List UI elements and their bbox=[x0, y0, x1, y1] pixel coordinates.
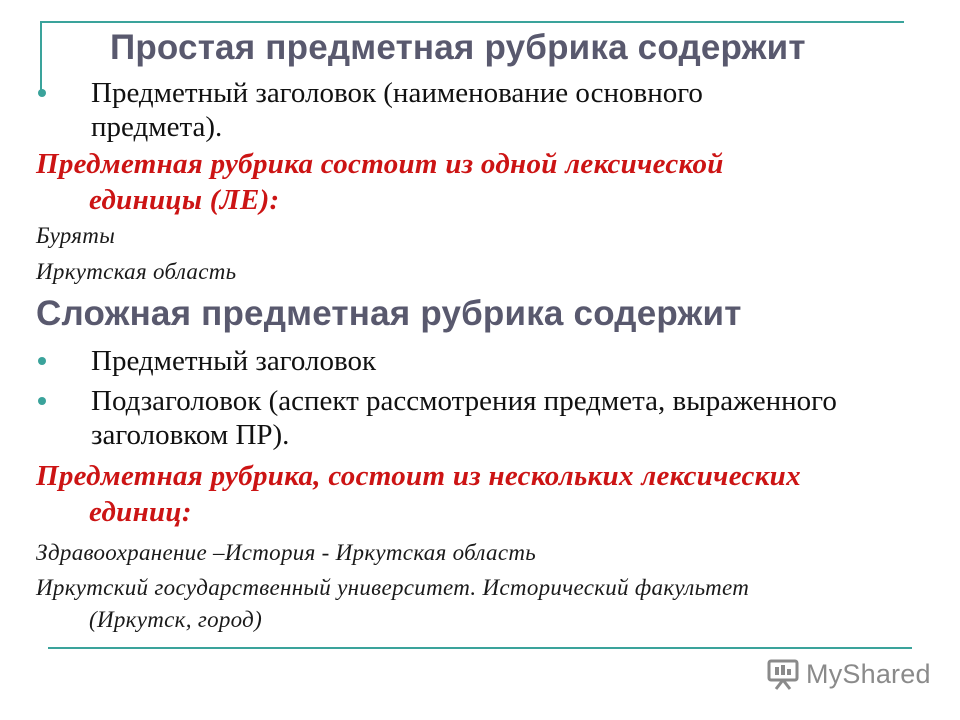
bullet-subheading bbox=[38, 384, 950, 452]
bullet-line: заголовком ПР). bbox=[91, 419, 290, 451]
example-healthcare: Здравоохранение –История - Иркутская область bbox=[36, 540, 537, 565]
top-rule bbox=[40, 21, 904, 23]
example-buryaty: Буряты bbox=[36, 223, 116, 248]
bullet-line: предмета). bbox=[91, 111, 223, 143]
bullet-dot-icon bbox=[38, 357, 46, 365]
logo-text: MyShared bbox=[806, 658, 931, 689]
bullet-line: Подзаголовок (аспект рассмотрения предмета, выраженного bbox=[91, 385, 837, 417]
heading-complex-rubric: Сложная предметная рубрика содержит bbox=[36, 294, 742, 333]
red-line: единиц: bbox=[89, 496, 192, 528]
heading-simple-rubric: Простая предметная рубрика содержит bbox=[110, 28, 806, 67]
bullet-subject-heading bbox=[38, 76, 950, 144]
bullet-dot-icon bbox=[38, 89, 46, 97]
red-line: Предметная рубрика, состоит из нескольких лексических bbox=[36, 460, 801, 492]
red-note-multiple-units bbox=[36, 458, 801, 530]
myshared-logo bbox=[766, 656, 931, 692]
bullet-subject-heading-2 bbox=[38, 344, 950, 378]
bullet-line: Предметный заголовок (наименование основного bbox=[91, 77, 703, 109]
red-line: Предметная рубрика состоит из одной лексической bbox=[36, 148, 724, 180]
example-irkutsk-region: Иркутская область bbox=[36, 259, 237, 284]
example-line: (Иркутск, город) bbox=[89, 607, 263, 632]
bottom-rule bbox=[48, 647, 912, 649]
red-note-single-unit bbox=[36, 146, 724, 218]
bullet-dot-icon bbox=[38, 397, 46, 405]
example-irkutsk-university bbox=[36, 572, 749, 636]
bullet-line: Предметный заголовок bbox=[91, 345, 377, 377]
example-line: Иркутский государственный университет. Исторический факультет bbox=[36, 575, 750, 600]
red-line: единицы (ЛЕ): bbox=[89, 184, 280, 216]
presentation-board-icon bbox=[766, 657, 800, 691]
